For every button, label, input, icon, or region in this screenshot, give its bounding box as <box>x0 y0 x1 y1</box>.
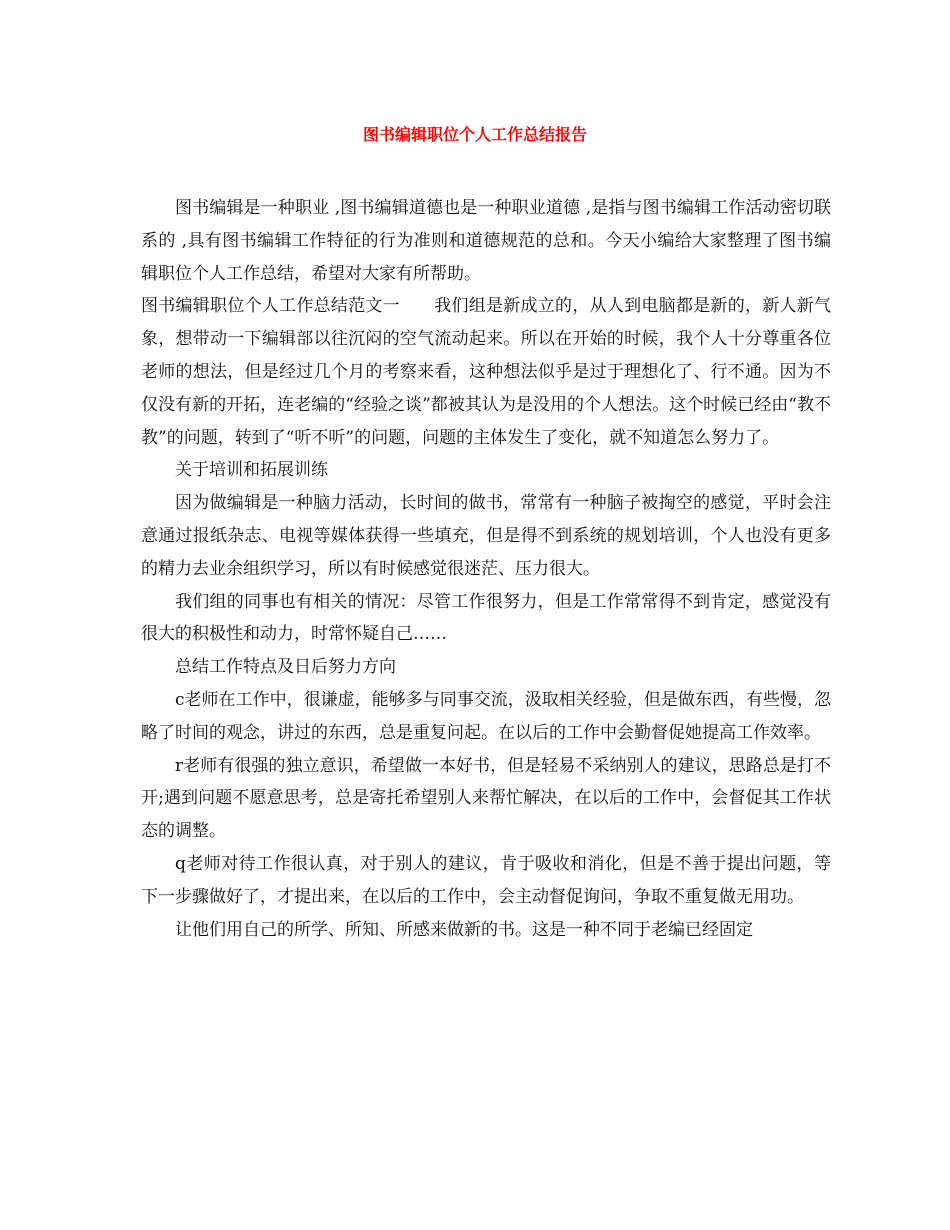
section-label: 图书编辑职位个人工作总结范文一 <box>141 296 400 317</box>
heading-training: 关于培训和拓展训练 <box>175 460 328 481</box>
section-first-text: 我们组是新成立的，从人到电脑都是新的，新人新气象，想带动一下编辑部以往沉闷的空气流动起来。所以在开始的时候，我个人十分尊重各位老师的想法，但是经过几个月的考察来看，这种想法似乎是过于理想化了、行不通。因为不仅没有新的开拓，连老编的“经验之谈”都被其认为是没用的个人想法。这个时候已经由“教不教”的问题，转到了“听不听”的问题，问题的主体发生了变化，就不知道怎么努力了。 <box>141 296 832 448</box>
section-first-paragraph <box>141 290 831 454</box>
colleagues-paragraph: 我们组的同事也有相关的情况：尽管工作很努力，但是工作常常得不到肯定，感觉没有很大的积极性和动力，时常怀疑自己…… <box>141 591 831 645</box>
heading-summary: 总结工作特点及日后努力方向 <box>175 657 396 678</box>
training-paragraph: 因为做编辑是一种脑力活动，长时间的做书，常常有一种脑子被掏空的感觉，平时会注意通过报纸杂志、电视等媒体获得一些填充，但是得不到系统的规划培训，个人也没有更多的精力去业余组织学习，所以有时候感觉很迷茫、压力很大。 <box>141 493 831 579</box>
teacher-q-paragraph: q老师对待工作很认真，对于别人的建议，肯于吸收和消化，但是不善于提出问题，等下一步骤做好了，才提出来，在以后的工作中，会主动督促询问，争取不重复做无用功。 <box>141 853 831 907</box>
document-title: 图书编辑职位个人工作总结报告 <box>362 125 587 144</box>
document-body <box>141 192 831 946</box>
last-paragraph: 让他们用自己的所学、所知、所感来做新的书。这是一种不同于老编已经固定 <box>175 919 753 940</box>
intro-paragraph: 图书编辑是一种职业 ,图书编辑道德也是一种职业道德 ,是指与图书编辑工作活动密切联系的 ,具有图书编辑工作特征的行为准则和道德规范的总和。今天小编给大家整理了图书编辑职位个人工作总结，希望对大家有所帮助。 <box>141 198 831 284</box>
teacher-c-paragraph: c老师在工作中，很谦虚，能够多与同事交流，汲取相关经验，但是做东西，有些慢，忽略了时间的观念，讲过的东西，总是重复问起。在以后的工作中会勤督促她提高工作效率。 <box>141 689 831 743</box>
teacher-r-paragraph: r老师有很强的独立意识，希望做一本好书，但是轻易不采纳别人的建议，思路总是打不开;遇到问题不愿意思考，总是寄托希望别人来帮忙解决，在以后的工作中，会督促其工作状态的调整。 <box>141 755 831 842</box>
